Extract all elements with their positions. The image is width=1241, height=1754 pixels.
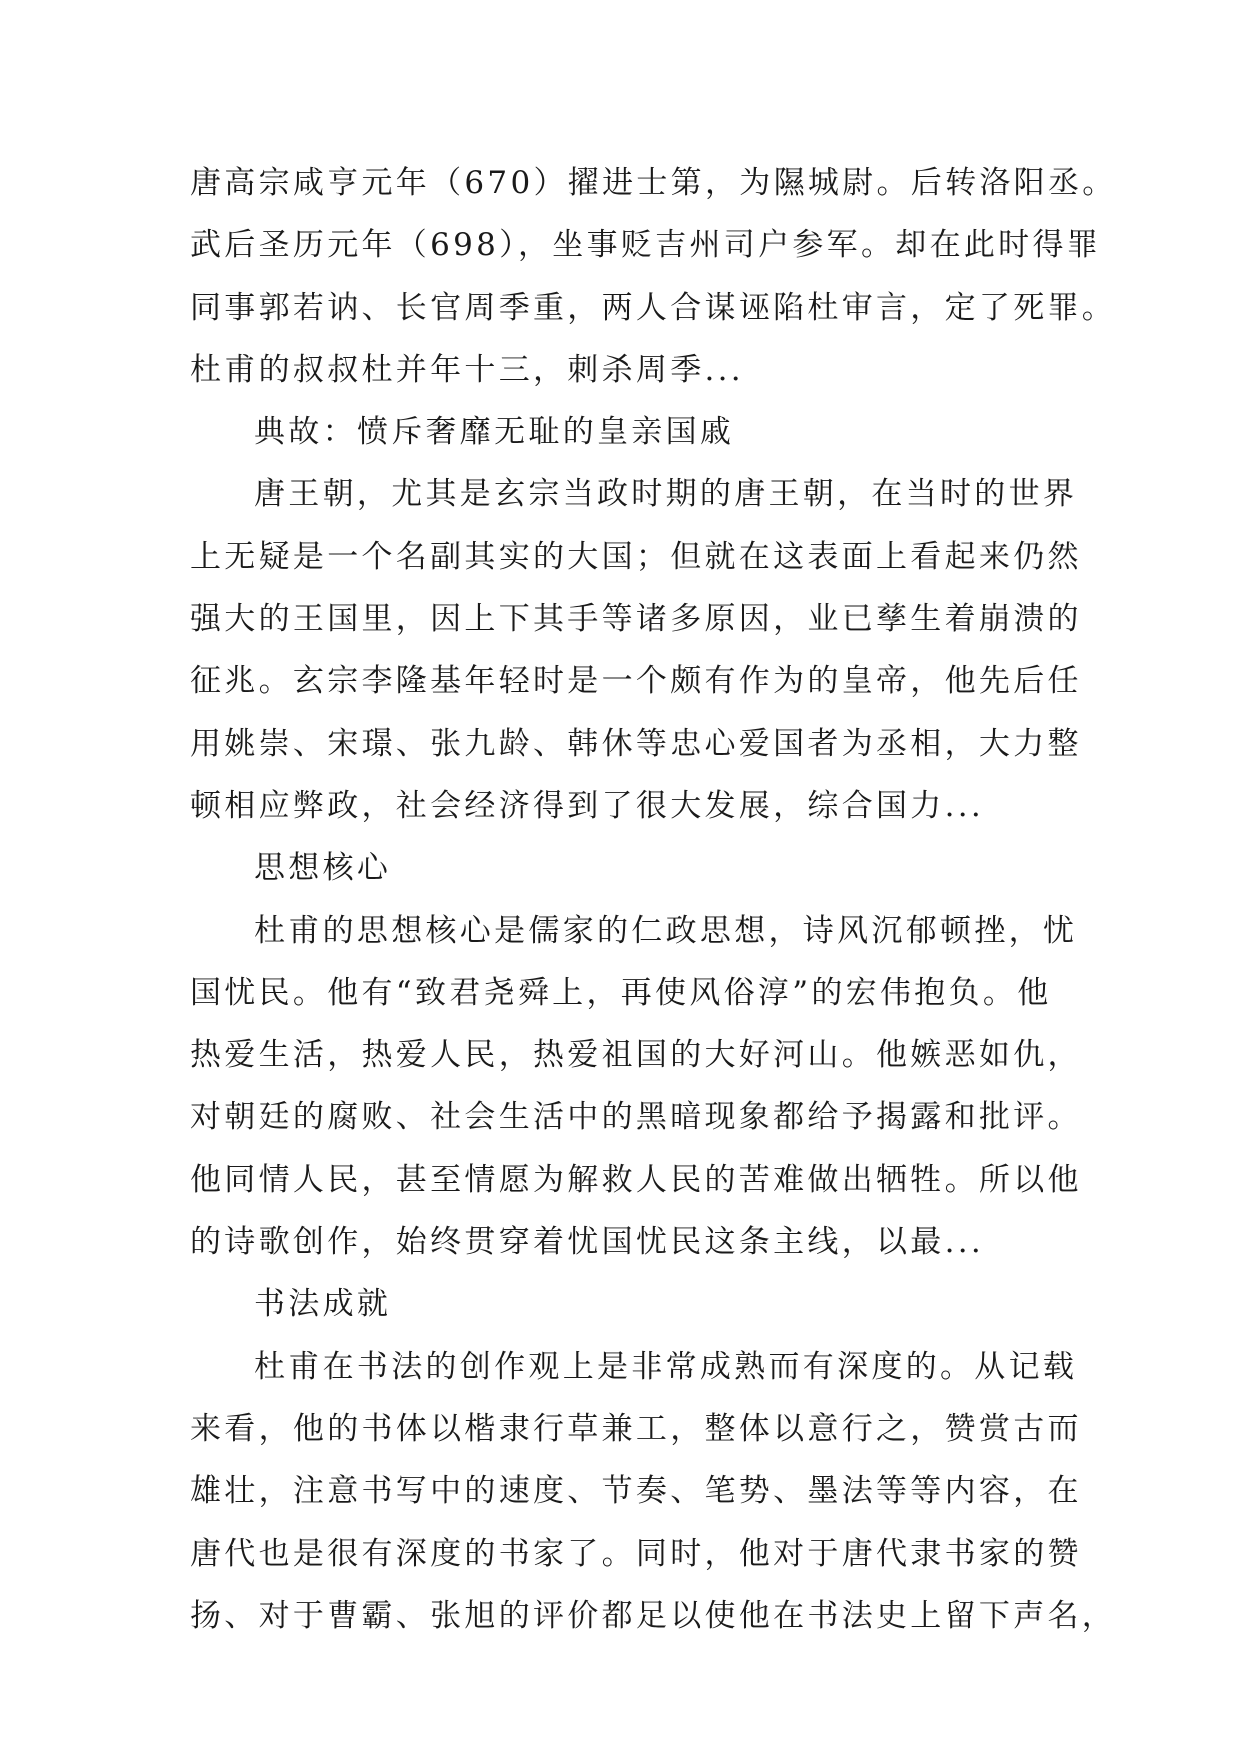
paragraph-first-line: 唐王朝，尤其是玄宗当政时期的唐王朝，在当时的世界 xyxy=(254,476,1078,513)
paragraph-first-line: 书法成就 xyxy=(254,1286,392,1323)
text-line: 杜甫的叔叔杜并年十三，刺杀周季... xyxy=(190,351,744,388)
text-line: 强大的王国里，因上下其手等诸多原因，业已孳生着崩溃的 xyxy=(190,601,1082,638)
text-line: 唐高宗咸亨元年（670）擢进士第，为隰城尉。后转洛阳丞。 xyxy=(190,165,1117,201)
paragraph-first-line: 思想核心 xyxy=(254,850,392,887)
text-line: 热爱生活，热爱人民，热爱祖国的大好河山。他嫉恶如仇， xyxy=(190,1037,1082,1074)
text-line: 武后圣历元年（698），坐事贬吉州司户参军。却在此时得罪 xyxy=(190,227,1102,264)
text-line: 对朝廷的腐败、社会生活中的黑暗现象都给予揭露和批评。 xyxy=(190,1099,1082,1136)
text-line: 来看，他的书体以楷隶行草兼工，整体以意行之，赞赏古而 xyxy=(190,1410,1082,1447)
text-line: 上无疑是一个名副其实的大国；但就在这表面上看起来仍然 xyxy=(190,538,1082,575)
text-line: 征兆。玄宗李隆基年轻时是一个颇有作为的皇帝，他先后任 xyxy=(190,663,1082,700)
text-line: 他同情人民，甚至情愿为解救人民的苦难做出牺牲。所以他 xyxy=(190,1161,1082,1198)
text-line: 顿相应弊政，社会经济得到了很大发展，综合国力... xyxy=(190,787,985,824)
paragraph-first-line: 典故：愤斥奢靡无耻的皇亲国戚 xyxy=(254,414,735,451)
document-body xyxy=(190,152,1117,1647)
text-line: 扬、对于曹霸、张旭的评价都足以使他在书法史上留下声名， xyxy=(190,1597,1117,1634)
text-line: 国忧民。他有“致君尧舜上，再使风俗淳”的宏伟抱负。他 xyxy=(190,974,1052,1011)
text-line: 雄壮，注意书写中的速度、节奏、笔势、墨法等等内容，在 xyxy=(190,1473,1082,1510)
text-line: 用姚崇、宋璟、张九龄、韩休等忠心爱国者为丞相，大力整 xyxy=(190,725,1082,762)
text-line: 的诗歌创作，始终贯穿着忧国忧民这条主线，以最... xyxy=(190,1224,985,1261)
text-line: 同事郭若讷、长官周季重，两人合谋诬陷杜审言，定了死罪。 xyxy=(190,289,1117,326)
paragraph-first-line: 杜甫的思想核心是儒家的仁政思想，诗风沉郁顿挫，忧 xyxy=(254,912,1078,949)
paragraph-first-line: 杜甫在书法的创作观上是非常成熟而有深度的。从记载 xyxy=(254,1348,1078,1385)
text-line: 唐代也是很有深度的书家了。同时，他对于唐代隶书家的赞 xyxy=(190,1535,1082,1572)
